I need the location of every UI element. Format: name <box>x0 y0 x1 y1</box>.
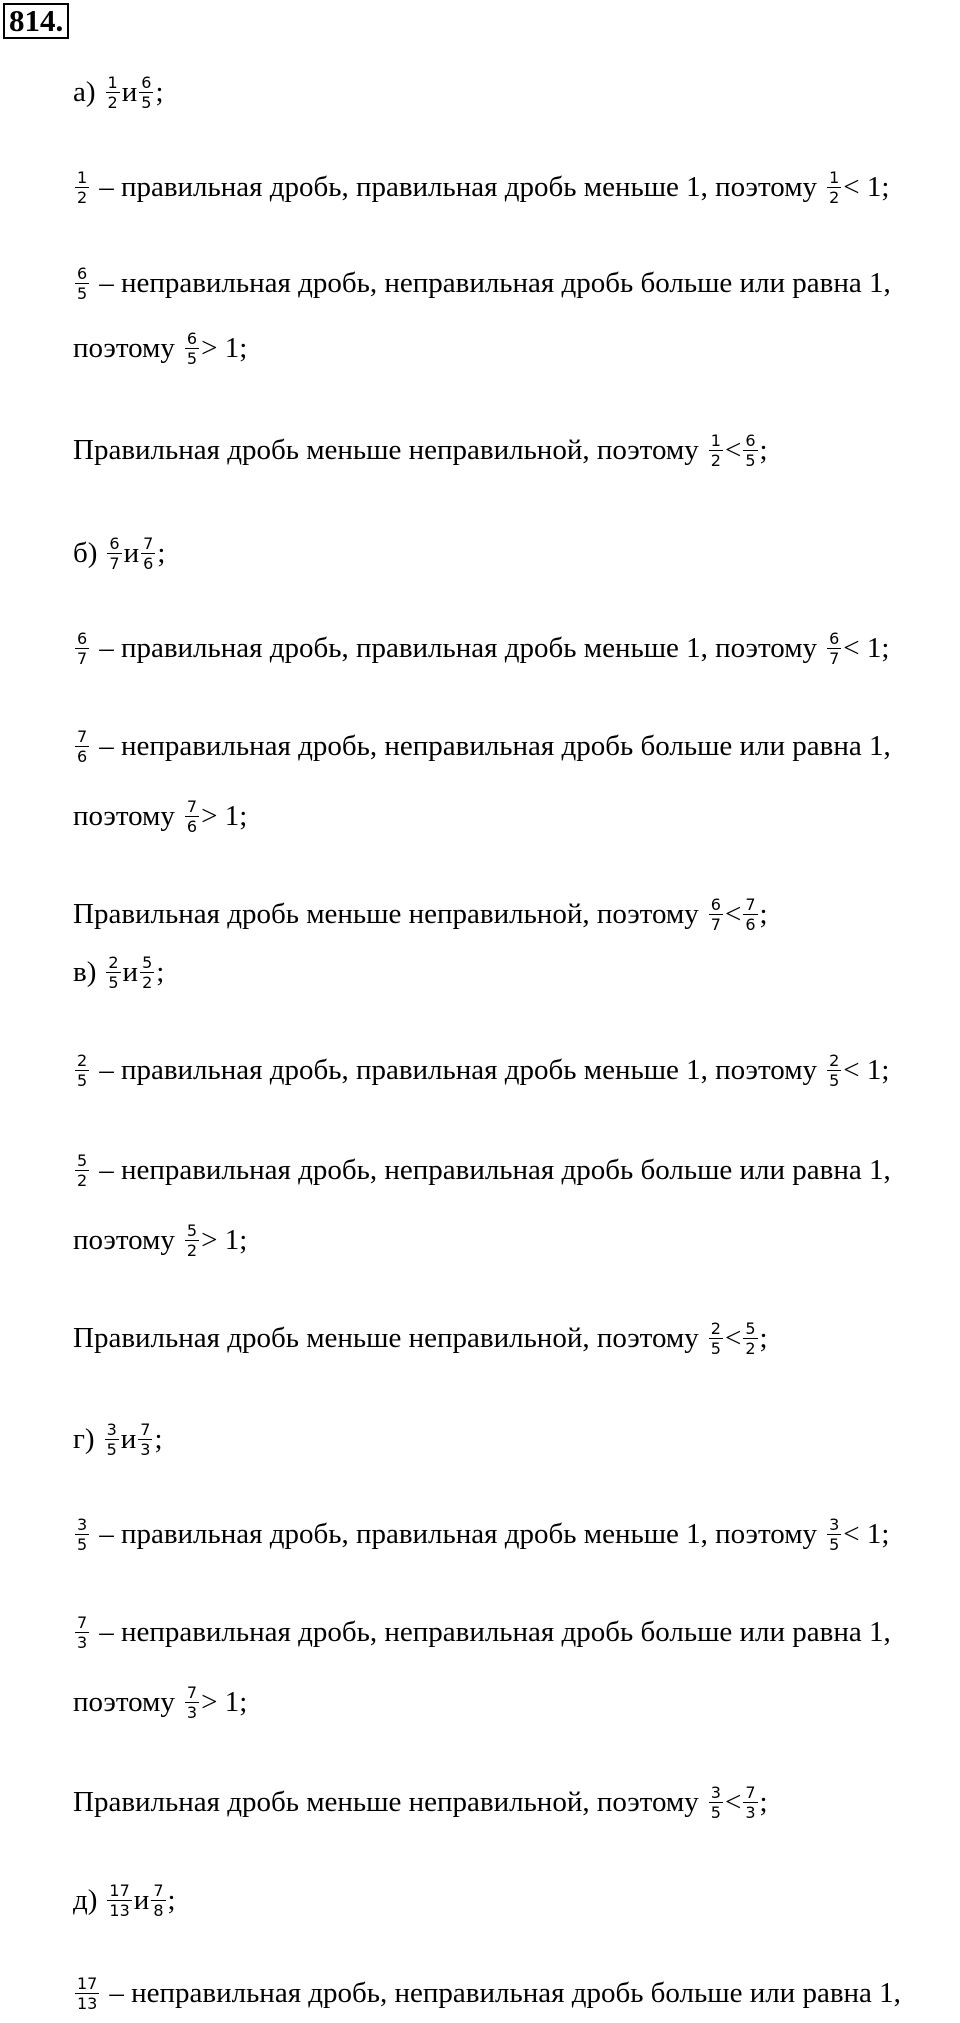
part-label: б) <box>73 537 98 569</box>
numerator: 6 <box>77 628 88 648</box>
fraction <box>185 1683 199 1722</box>
fraction <box>75 1974 99 2013</box>
fraction <box>743 895 757 934</box>
numerator: 3 <box>77 1514 88 1534</box>
math-symbol: < <box>724 434 742 466</box>
part-c-improper-result <box>73 1210 247 1270</box>
conjunction: и <box>123 537 140 569</box>
numerator: 6 <box>141 72 152 92</box>
numerator: 1 <box>829 167 840 187</box>
fraction <box>75 1613 89 1652</box>
fraction <box>827 168 841 207</box>
numerator: 5 <box>77 1150 88 1170</box>
denominator: 3 <box>140 1439 151 1459</box>
denominator: 5 <box>829 1534 840 1554</box>
fraction <box>743 1783 757 1822</box>
inequality-result: > 1; <box>201 1686 248 1718</box>
numerator: 3 <box>829 1514 840 1534</box>
fraction <box>75 1151 89 1190</box>
part-label: д) <box>73 1884 98 1916</box>
denominator: 5 <box>745 450 756 470</box>
denominator: 3 <box>77 1632 88 1652</box>
numerator: 7 <box>143 533 154 553</box>
part-c-improper-line <box>73 1140 891 1200</box>
numerator: 7 <box>186 1682 198 1702</box>
math-symbol: < <box>724 898 742 930</box>
math-symbol: ; <box>156 956 165 988</box>
statement-text: – неправильная дробь, неправильная дробь больше или равна 1, <box>99 1154 891 1186</box>
denominator: 6 <box>745 914 756 934</box>
denominator: 5 <box>77 1070 88 1090</box>
fraction <box>75 264 89 303</box>
math-symbol: ; <box>759 1322 768 1354</box>
fraction <box>185 329 199 368</box>
therefore-text: поэтому <box>73 800 175 832</box>
numerator: 1 <box>107 72 118 92</box>
part-a-improper-line <box>73 253 891 313</box>
conjunction: и <box>122 956 139 988</box>
denominator: 6 <box>186 816 198 836</box>
numerator: 7 <box>140 1419 151 1439</box>
statement-text: – неправильная дробь, неправильная дробь больше или равна 1, <box>109 1977 901 2009</box>
fraction <box>75 629 89 668</box>
fraction <box>139 73 153 112</box>
fraction <box>709 895 723 934</box>
fraction <box>185 797 199 836</box>
denominator: 2 <box>186 1240 198 1260</box>
conjunction: и <box>120 1423 137 1455</box>
denominator: 6 <box>143 553 154 573</box>
problem-number-box: 814. <box>3 3 69 39</box>
part-d-improper-line <box>73 1602 891 1662</box>
denominator: 5 <box>829 1070 840 1090</box>
fraction <box>138 1420 152 1459</box>
conjunction: и <box>121 76 138 108</box>
part-label: в) <box>73 956 97 988</box>
numerator: 6 <box>77 263 88 283</box>
part-a-header <box>73 62 164 122</box>
problem-number-text: 814 <box>9 3 56 38</box>
numerator: 17 <box>77 1973 98 1993</box>
numerator: 3 <box>710 1782 721 1802</box>
numerator: 7 <box>186 796 198 816</box>
fraction <box>106 73 120 112</box>
math-symbol: ; <box>759 1786 768 1818</box>
denominator: 7 <box>829 648 840 668</box>
conclusion-text: Правильная дробь меньше неправильной, поэтому <box>73 434 699 466</box>
math-symbol: ; <box>759 898 768 930</box>
math-symbol: < <box>724 1322 742 1354</box>
part-d-conclusion <box>73 1772 768 1832</box>
fraction <box>107 1881 131 1920</box>
math-symbol: ; <box>167 1884 176 1916</box>
denominator: 2 <box>710 450 721 470</box>
denominator: 5 <box>186 348 198 368</box>
therefore-text: поэтому <box>73 1686 175 1718</box>
numerator: 6 <box>829 628 840 648</box>
denominator: 5 <box>77 283 88 303</box>
fraction <box>709 1319 723 1358</box>
math-symbol: ; <box>157 537 166 569</box>
part-c-proper-line <box>73 1040 889 1100</box>
statement-text: – неправильная дробь, неправильная дробь больше или равна 1, <box>99 1616 891 1648</box>
statement-text: – правильная дробь, правильная дробь меньше 1, поэтому <box>99 1518 818 1550</box>
conclusion-text: Правильная дробь меньше неправильной, поэтому <box>73 1322 699 1354</box>
denominator: 3 <box>745 1802 756 1822</box>
denominator: 2 <box>745 1338 756 1358</box>
denominator: 2 <box>107 92 118 112</box>
numerator: 6 <box>710 894 721 914</box>
inequality-result: > 1; <box>201 332 248 364</box>
part-b-improper-line <box>73 716 891 776</box>
fraction <box>743 431 757 470</box>
denominator: 5 <box>106 1439 117 1459</box>
numerator: 5 <box>745 1318 756 1338</box>
denominator: 2 <box>142 972 153 992</box>
fraction <box>106 953 120 992</box>
denominator: 7 <box>77 648 88 668</box>
fraction <box>827 1051 841 1090</box>
denominator: 5 <box>710 1338 721 1358</box>
numerator: 6 <box>109 533 120 553</box>
fraction <box>75 1051 89 1090</box>
fraction <box>709 1783 723 1822</box>
math-symbol: < <box>724 1786 742 1818</box>
fraction <box>75 1515 89 1554</box>
inequality-result: < 1; <box>843 171 890 203</box>
denominator: 7 <box>109 553 120 573</box>
denominator: 7 <box>710 914 721 934</box>
statement-text: – правильная дробь, правильная дробь меньше 1, поэтому <box>99 171 818 203</box>
numerator: 7 <box>77 1612 88 1632</box>
numerator: 7 <box>745 894 756 914</box>
fraction <box>827 629 841 668</box>
part-e-header <box>73 1870 176 1930</box>
inequality-result: < 1; <box>843 632 890 664</box>
part-d-improper-result <box>73 1672 247 1732</box>
denominator: 5 <box>141 92 152 112</box>
part-a-conclusion <box>73 420 768 480</box>
fraction <box>151 1881 165 1920</box>
therefore-text: поэтому <box>73 1224 175 1256</box>
part-label: г) <box>73 1423 95 1455</box>
math-symbol: ; <box>154 1423 163 1455</box>
conclusion-text: Правильная дробь меньше неправильной, поэтому <box>73 898 699 930</box>
numerator: 7 <box>153 1880 164 1900</box>
fraction <box>141 534 155 573</box>
fraction <box>185 1221 199 1260</box>
part-b-header <box>73 523 165 583</box>
fraction <box>743 1319 757 1358</box>
numerator: 2 <box>108 952 119 972</box>
denominator: 3 <box>186 1702 198 1722</box>
fraction <box>140 953 154 992</box>
numerator: 2 <box>710 1318 721 1338</box>
inequality-result: > 1; <box>201 800 248 832</box>
denominator: 5 <box>108 972 119 992</box>
numerator: 17 <box>109 1880 130 1900</box>
statement-text: – правильная дробь, правильная дробь меньше 1, поэтому <box>99 1054 818 1086</box>
numerator: 2 <box>829 1050 840 1070</box>
part-a-proper-line <box>73 157 889 217</box>
conjunction: и <box>133 1884 150 1916</box>
denominator: 6 <box>77 746 88 766</box>
denominator: 13 <box>77 1993 98 2013</box>
numerator: 7 <box>745 1782 756 1802</box>
numerator: 6 <box>745 430 756 450</box>
statement-text: – правильная дробь, правильная дробь меньше 1, поэтому <box>99 632 818 664</box>
math-symbol: ; <box>155 76 164 108</box>
numerator: 1 <box>710 430 721 450</box>
part-label: а) <box>73 76 96 108</box>
part-b-conclusion <box>73 884 768 944</box>
denominator: 5 <box>77 1534 88 1554</box>
part-e-improper-line <box>73 1963 901 2023</box>
inequality-result: < 1; <box>843 1054 890 1086</box>
numerator: 7 <box>77 726 88 746</box>
fraction <box>75 168 89 207</box>
inequality-result: < 1; <box>843 1518 890 1550</box>
part-b-improper-result <box>73 786 247 846</box>
denominator: 13 <box>109 1900 130 1920</box>
numerator: 6 <box>186 328 198 348</box>
denominator: 2 <box>77 1170 88 1190</box>
numerator: 3 <box>106 1419 117 1439</box>
denominator: 2 <box>77 187 88 207</box>
statement-text: – неправильная дробь, неправильная дробь больше или равна 1, <box>99 267 891 299</box>
denominator: 8 <box>153 1900 164 1920</box>
conclusion-text: Правильная дробь меньше неправильной, поэтому <box>73 1786 699 1818</box>
fraction <box>75 727 89 766</box>
math-symbol: ; <box>759 434 768 466</box>
part-b-proper-line <box>73 618 889 678</box>
therefore-text: поэтому <box>73 332 175 364</box>
fraction <box>827 1515 841 1554</box>
denominator: 5 <box>710 1802 721 1822</box>
part-a-improper-result <box>73 318 247 378</box>
part-d-header <box>73 1409 163 1469</box>
statement-text: – неправильная дробь, неправильная дробь больше или равна 1, <box>99 730 891 762</box>
denominator: 2 <box>829 187 840 207</box>
part-c-conclusion <box>73 1308 768 1368</box>
part-d-proper-line <box>73 1504 889 1564</box>
numerator: 5 <box>186 1220 198 1240</box>
numerator: 2 <box>77 1050 88 1070</box>
numerator: 1 <box>77 167 88 187</box>
fraction <box>107 534 121 573</box>
fraction <box>105 1420 119 1459</box>
numerator: 5 <box>142 952 153 972</box>
fraction <box>709 431 723 470</box>
problem-number <box>3 3 69 39</box>
part-c-header <box>73 942 164 1002</box>
inequality-result: > 1; <box>201 1224 248 1256</box>
